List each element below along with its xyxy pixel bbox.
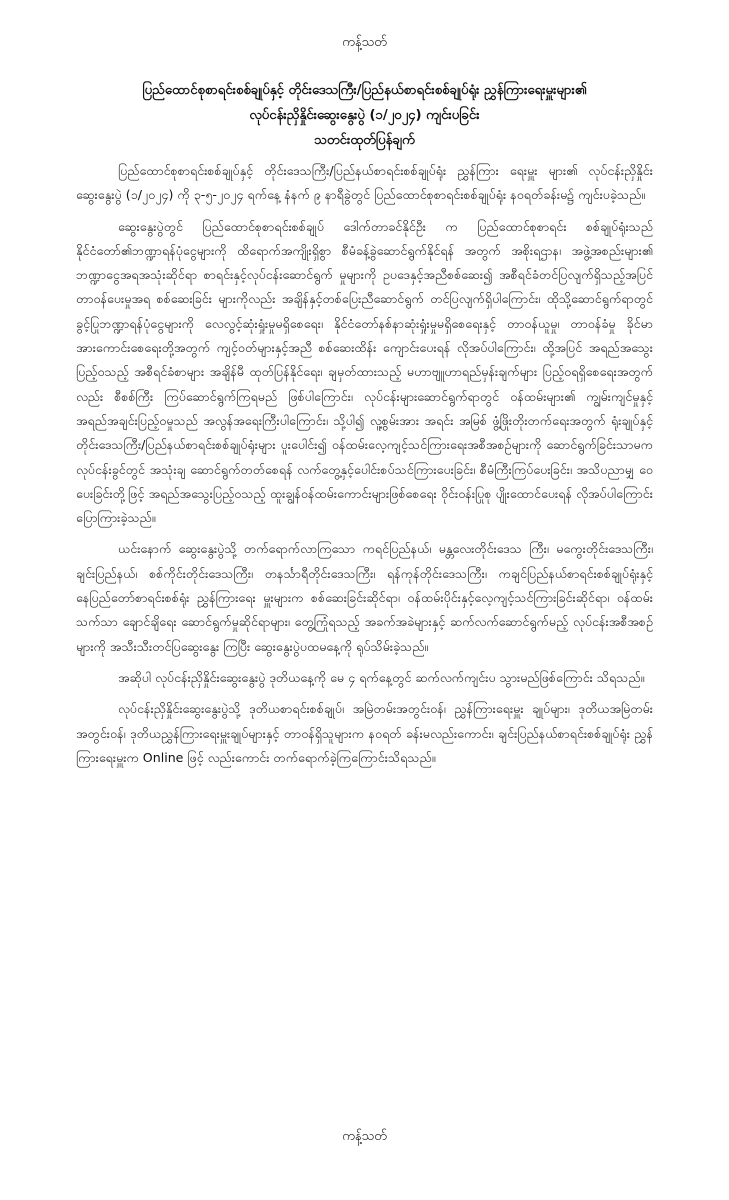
paragraph-attendees: လုပ်ငန်းညှိနှိုင်းဆွေးနွေးပွဲသို့ ဒုတိယစာရင်းစစ်ချုပ်၊ အမြဲတမ်းအတွင်းဝန်၊ ညွှန်ကြားရေးမှူး ချုပ်များ၊ ဒုတိယအမြဲတမ်းအတွင်းဝန်၊ ဒုတိယညွှန်ကြားရေးမှူးချုပ်များနှင့် တာဝန်ရှိသူများက နဝရတ် ခန်းမလည်းကောင်း၊ ချင်းပြည်နယ်စာရင်းစစ်ချုပ်ရုံး ညွှန်ကြားရေးမှူးက Online ဖြင့် လည်းကောင်း တက်ရောက်ခဲ့ကြကြောင်းသိရသည်။ [76,701,653,765]
paragraph-second-day: အဆိုပါ လုပ်ငန်းညှိနှိုင်းဆွေးနွေးပွဲ ဒုတိယနေ့ကို မေ ၄ ရက်နေ့တွင် ဆက်လက်ကျင်းပ သွားမည်ဖြစ်ကြောင်း သိရသည်။ [118,669,645,685]
paragraph-opening: ပြည်ထောင်စုစာရင်းစစ်ချုပ်နှင့် တိုင်းဒေသကြီး/ပြည်နယ်စာရင်းစစ်ချုပ်ရုံး ညွှန်ကြား ရေးမှူး များ၏ လုပ်ငန်းညှိနှိုင်းဆွေးနွေးပွဲ (၁/၂၀၂၄) ကို ၃-၅-၂၀၂၄ ရက်နေ့ နံနက် ၉ နာရီခွဲတွင် ပြည်ထောင်စုစာရင်းစစ်ချုပ်ရုံး နဝရတ်ခန်းမ၌ ကျင်းပခဲ့သည်။ [76,163,653,203]
paragraph-auditor-general-speech: ဆွေးနွေးပွဲတွင် ပြည်ထောင်စုစာရင်းစစ်ချုပ် ဒေါက်တာခင်နိုင်ဦး က ပြည်ထောင်စုစာရင်း စစ်ချုပ်ရုံးသည် နိုင်ငံတော်၏ဘဏ္ဍာရန်ပုံငွေများကို ထိရောက်အကျိုးရှိစွာ စီမံခန့်ခွဲဆောင်ရွက်နိုင်ရန် အတွက် အစိုးရဌာန၊ အဖွဲ့အစည်းများ၏ ဘဏ္ဍာငွေအရအသုံးဆိုင်ရာ စာရင်းနှင့်လုပ်ငန်းဆောင်ရွက် မှုများကို ဥပဒေနှင့်အညီစစ်ဆေး၍ အစီရင်ခံတင်ပြလျက်ရှိသည့်အပြင် တာဝန်ပေးမှုအရ စစ်ဆေးခြင်း များကိုလည်း အချိန်နှင့်တစ်ပြေးညီဆောင်ရွက် တင်ပြလျက်ရှိပါကြောင်း၊ ထိုသို့ဆောင်ရွက်ရာတွင် ခွင့်ပြုဘဏ္ဍာရန်ပုံငွေများကို လေလွင့်ဆုံးရှုံးမှုမရှိစေရေး၊ နိုင်ငံတော်နစ်နာဆုံးရှုံးမှုမရှိစေရေးနှင့် တာဝန်ယူမှု၊ တာဝန်ခံမှု ခိုင်မာအားကောင်းစေရေးတို့အတွက် ကျင့်ဝတ်များနှင့်အညီ စစ်ဆေးထိန်း ကျောင်းပေးရန် လိုအပ်ပါကြောင်း၊ ထို့အပြင် အရည်အသွေးပြည့်ဝသည့် အစီရင်ခံစာများ အချိန်မီ ထုတ်ပြန်နိုင်ရေး၊ ချမှတ်ထားသည့် မဟာဗျူဟာရည်မှန်းချက်များ ပြည့်ဝရရှိစေရေးအတွက်လည်း စီစစ်ကြီး ကြပ်ဆောင်ရွက်ကြရမည် ဖြစ်ပါကြောင်း၊ လုပ်ငန်းများဆောင်ရွက်ရာတွင် ဝန်ထမ်းများ၏ ကျွမ်းကျင်မှုနှင့် အရည်အချင်းပြည့်ဝမှုသည် အလွန်အရေးကြီးပါကြောင်း၊ သို့ပါ၍ လူ့စွမ်းအား အရင်း အမြစ် ဖွံ့ဖြိုးတိုးတက်ရေးအတွက် ရုံးချုပ်နှင့်တိုင်းဒေသကြီး/ပြည်နယ်စာရင်းစစ်ချုပ်ရုံးများ ပူးပေါင်း၍ ဝန်ထမ်းလေ့ကျင့်သင်ကြားရေးအစီအစဉ်များကို ဆောင်ရွက်ခြင်းသာမက လုပ်ငန်းခွင်တွင် အသုံးချ ဆောင်ရွက်တတ်စေရန် လက်တွေ့နှင့်ပေါင်းစပ်သင်ကြားပေးခြင်း၊ စီမံကြီးကြပ်ပေးခြင်း၊ အသိပညာမျှ ဝေပေးခြင်းတို့ဖြင့် အရည်အသွေးပြည့်ဝသည့် ထူးချွန်ဝန်ထမ်းကောင်းများဖြစ်စေရေး ဝိုင်းဝန်းပြုစု ပျိုးထောင်ပေးရန် လိုအပ်ပါကြောင်း ပြောကြားခဲ့သည်။ [76,218,653,526]
footer-classification-label: ကန့်သတ် [342,1129,387,1144]
title-line-1: ပြည်ထောင်စုစာရင်းစစ်ချုပ်နှင့် တိုင်းဒေသကြီး/ပြည်နယ်စာရင်းစစ်ချုပ်ရုံး ညွှန်ကြားရေးမှူးများ၏ [142,83,587,98]
press-release-body [76,159,653,770]
title-press-release: သတင်းထုတ်ပြန်ချက် [314,133,415,148]
paragraph-director-reports: ယင်းနောက် ဆွေးနွေးပွဲသို့ တက်ရောက်လာကြသော ကရင်ပြည်နယ်၊ မန္တလေးတိုင်းဒေသ ကြီး၊ မကွေးတိုင်းဒေသကြီး၊ ချင်းပြည်နယ်၊ စစ်ကိုင်းတိုင်းဒေသကြီး၊ တနင်္သာရီတိုင်းဒေသကြီး၊ ရန်ကုန်တိုင်းဒေသကြီး၊ ကချင်ပြည်နယ်စာရင်းစစ်ချုပ်ရုံးနှင့် နေပြည်တော်စာရင်းစစ်ရုံး ညွှန်ကြားရေး မှူးများက စစ်ဆေးခြင်းဆိုင်ရာ၊ ဝန်ထမ်းပိုင်းနှင့်လေ့ကျင့်သင်ကြားခြင်းဆိုင်ရာ၊ ဝန်ထမ်းသက်သာ ချောင်ချိရေး ဆောင်ရွက်မှုဆိုင်ရာများ၊ တွေ့ကြုံရသည့် အခက်အခဲများနှင့် ဆက်လက်ဆောင်ရွက်မည့် လုပ်ငန်းအစီအစဉ်များကို အသီးသီးတင်ပြဆွေးနွေး ကြပြီး ဆွေးနွေးပွဲပထမနေ့ကို ရုပ်သိမ်းခဲ့သည်။ [76,541,653,654]
title-line-2: လုပ်ငန်းညှိနှိုင်းဆွေးနွေးပွဲ (၁/၂၀၂၄) ကျင်းပခြင်း [249,108,480,123]
header-classification-label: ကန့်သတ် [342,35,387,50]
